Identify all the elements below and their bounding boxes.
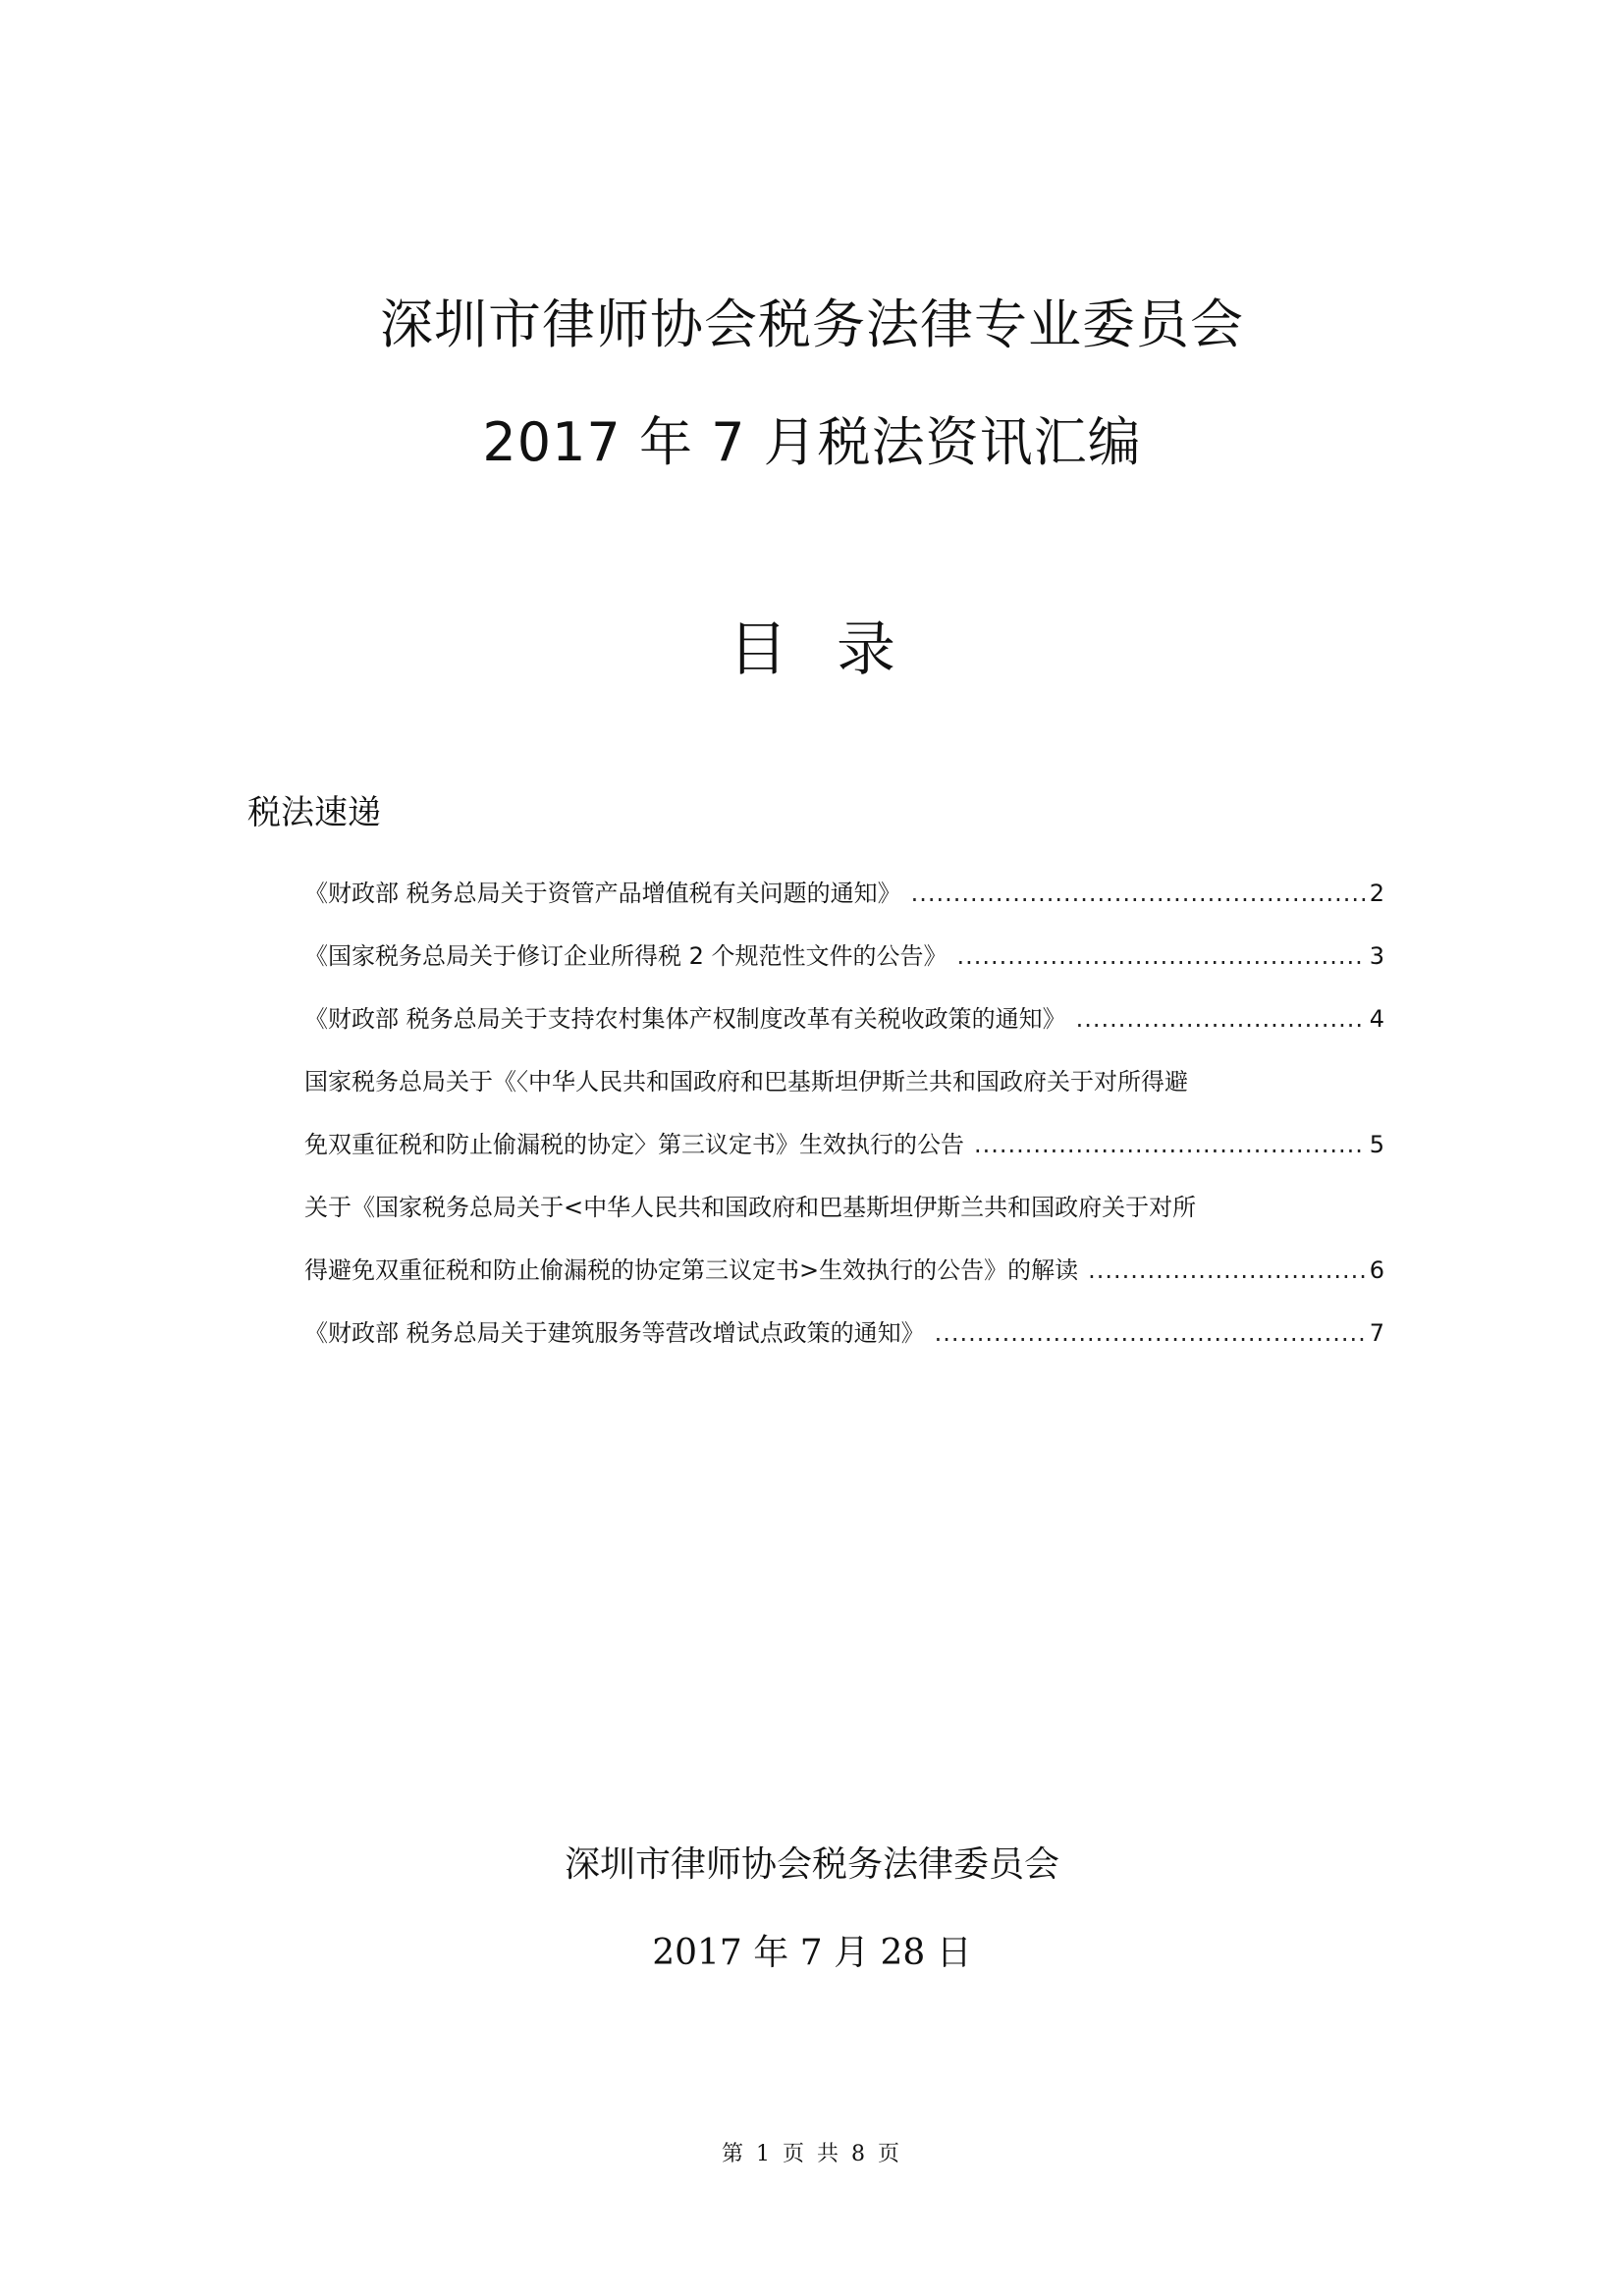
toc-entry[interactable] xyxy=(304,878,1384,909)
toc-entry[interactable] xyxy=(304,1192,1384,1286)
toc-entry-title: 关于《国家税务总局关于<中华人民共和国政府和巴基斯坦伊斯兰共和国政府关于对所 xyxy=(304,1194,1197,1221)
footer-organization: 深圳市律师协会税务法律委员会 xyxy=(564,1844,1059,1885)
toc-entry[interactable] xyxy=(304,1066,1384,1160)
footer-date: 2017 年 7 月 28 日 xyxy=(652,1933,972,1973)
toc-entry-title-continued: 免双重征税和防止偷漏税的协定〉第三议定书》生效执行的公告 xyxy=(304,1131,964,1158)
toc-page-number: 3 xyxy=(1369,942,1384,970)
toc-leader-dots xyxy=(974,1129,1366,1160)
toc-entry-title: 《国家税务总局关于修订企业所得税 2 个规范性文件的公告》 xyxy=(304,942,947,970)
toc-leader-dots xyxy=(935,1317,1366,1349)
toc-leader-dots xyxy=(911,878,1366,909)
toc-entry[interactable] xyxy=(304,1003,1384,1035)
toc-entry-title: 《财政部 税务总局关于建筑服务等营改增试点政策的通知》 xyxy=(304,1319,925,1347)
toc-leader-dots xyxy=(957,940,1366,972)
toc-entry-title: 国家税务总局关于《〈中华人民共和国政府和巴基斯坦伊斯兰共和国政府关于对所得避 xyxy=(304,1068,1188,1095)
toc-leader-dots xyxy=(1088,1255,1366,1286)
toc-entry-title: 《财政部 税务总局关于资管产品增值税有关问题的通知》 xyxy=(304,880,901,907)
toc-entry-title: 《财政部 税务总局关于支持农村集体产权制度改革有关税收政策的通知》 xyxy=(304,1005,1066,1033)
toc-entry[interactable] xyxy=(304,940,1384,972)
toc-page-number: 6 xyxy=(1369,1256,1384,1284)
section-heading: 税法速递 xyxy=(247,793,381,832)
toc-page-number: 5 xyxy=(1369,1131,1384,1158)
document-subtitle: 2017 年 7 月税法资讯汇编 xyxy=(482,411,1142,473)
document-title: 深圳市律师协会税务法律专业委员会 xyxy=(380,294,1244,355)
toc-leader-dots xyxy=(1076,1003,1366,1035)
toc-page-number: 4 xyxy=(1369,1005,1384,1033)
toc-entry[interactable] xyxy=(304,1317,1384,1349)
page-number: 第 1 页 共 8 页 xyxy=(722,2142,902,2166)
toc-page-number: 2 xyxy=(1369,880,1384,907)
toc-heading: 目录 xyxy=(729,615,945,684)
toc-page-number: 7 xyxy=(1369,1319,1384,1347)
toc-entry-title-continued: 得避免双重征税和防止偷漏税的协定第三议定书>生效执行的公告》的解读 xyxy=(304,1256,1079,1284)
